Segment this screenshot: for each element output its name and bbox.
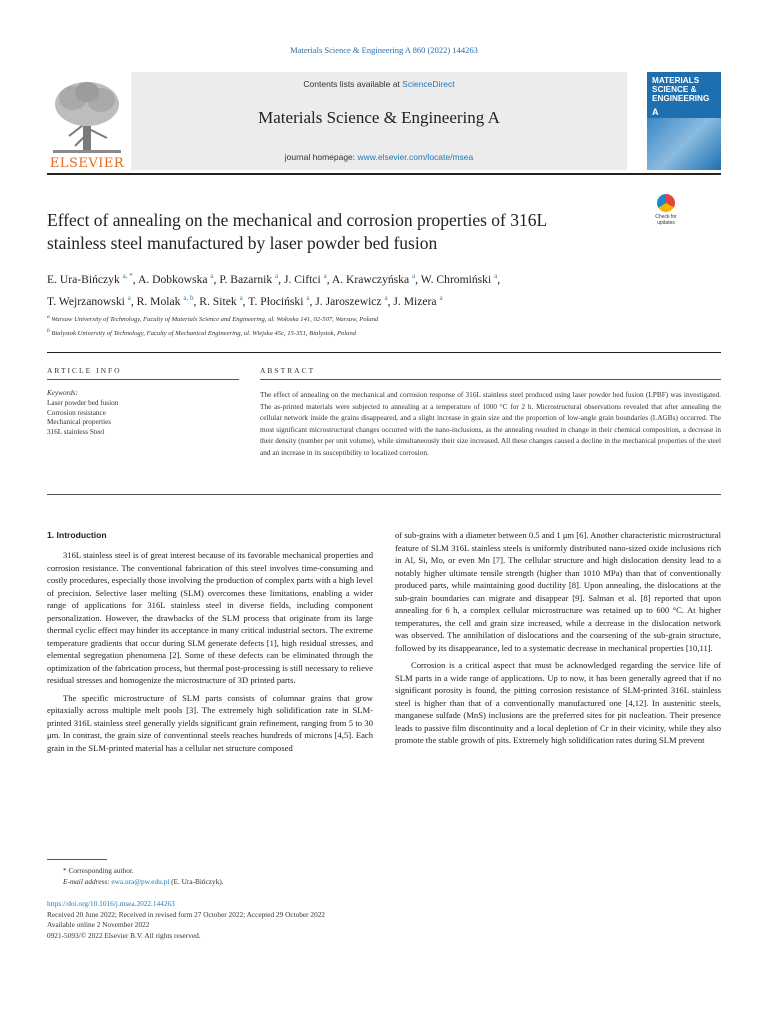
keyword-item[interactable]: Laser powder bed fusion xyxy=(47,398,119,407)
masthead-band xyxy=(131,72,627,170)
corresponding-mark: * xyxy=(63,866,67,875)
author-name[interactable]: A. Krawczyńska xyxy=(331,272,410,286)
author-name[interactable]: W. Chromiński xyxy=(420,272,492,286)
abstract-text: The effect of annealing on the mechanical and corrosion response of 316L stainless steel produced using laser powder bed fusion (LPBF) was investigated. The as-printed materials were subjected to annealing at a temperature of 1000 °C for 2 h. Microstructural observations revealed that after annealing the cellular network inside the grains disappeared, and a slight increase in grain size and the proportion of low-angle grain boundaries (LAGBs) occurred. The most significant microstructural changes occurred with the nano-inclusions, as the annealing resulted in change in their chemical composition, a decrease in their density (number per unit volume), while simultaneously their size increased. All these changes caused a decline in the mechanical properties of the steel and an increase in its susceptibility to localized corrosion. xyxy=(260,390,721,457)
author-affiliation-mark[interactable]: a xyxy=(306,293,310,302)
email-label: E-mail address: xyxy=(63,876,110,886)
journal-citation[interactable]: Materials Science & Engineering A 860 (2022) 144263 xyxy=(290,45,478,55)
author-affiliation-mark[interactable]: a xyxy=(210,272,214,280)
author-name[interactable]: J. Mizera xyxy=(393,294,437,308)
article-info-rule xyxy=(47,379,239,380)
elsevier-logo[interactable] xyxy=(47,78,127,172)
body-paragraph: The specific microstructure of SLM parts consists of columnar grains that grow epitaxially across multiple melt pools [3]. The extremely high solidification rate in SLM-printed 316L stainless steel generally yields significant grain refinement, ranging from 5 to 30 μm. In contrast, the grain size of conventional steels reaches hundreds of microns [4,5]. Each grain in the SLM-printed material has a cellular net structure composed xyxy=(47,692,373,753)
elsevier-wordmark: ELSEVIER xyxy=(49,156,125,171)
sciencedirect-link[interactable]: ScienceDirect xyxy=(402,79,455,89)
title-rule xyxy=(47,352,721,353)
homepage-line xyxy=(131,152,627,162)
author-affiliation-mark[interactable]: a xyxy=(275,272,279,280)
header-rule xyxy=(47,173,721,175)
affiliation-mark: b xyxy=(47,327,50,334)
author[interactable] xyxy=(284,273,327,286)
body-paragraph: 316L stainless steel is of great interest because of its favorable mechanical properties and corrosion resistance. The conventional fabrication of this steel involves time-consuming and costly procedures, especially those involving the production of complex parts with a high level of precision. Selective laser melting (SLM) overcomes these limitations, enabling a wider range of applications for 316L stainless steel in diverse fields, including component personalization. However, the drawbacks of the SLM process that originate from its large thermal cyclic effect may hinder its acceptance in many critical industrial sectors. The extreme temperature gradients that occur during SLM generate defects [1], high residual stresses, and elemental segregation phenomena [2]. Some of these defects can be eliminated through the optimization of the fabrication process, but thermal post-processing is still necessary to relieve residual stresses and homogenize the microstructure of 3D printed parts. xyxy=(47,550,374,685)
author-name[interactable]: P. Bazarnik xyxy=(219,272,273,286)
contents-prefix: Contents lists available at xyxy=(303,79,403,89)
author[interactable] xyxy=(332,273,415,286)
author[interactable] xyxy=(137,295,194,308)
section-heading-introduction: 1. Introduction xyxy=(47,530,107,540)
affiliation-text: Warsaw University of Technology, Faculty of Materials Science and Engineering, ul. Wołoska 141, 02-507, Warsaw, Poland xyxy=(51,316,379,324)
journal-masthead xyxy=(47,72,627,170)
author[interactable] xyxy=(47,273,133,286)
elsevier-tree-icon xyxy=(47,78,127,156)
author[interactable] xyxy=(199,295,242,308)
author-affiliation-mark[interactable]: a xyxy=(127,293,131,302)
author-name[interactable]: J. Ciftci xyxy=(283,272,321,286)
affiliation-mark: a xyxy=(47,314,50,320)
author[interactable] xyxy=(138,273,214,286)
corresponding-author-note xyxy=(47,866,447,877)
email-link[interactable]: ewa.ura@pw.edu.pl xyxy=(111,876,170,886)
author[interactable] xyxy=(315,295,387,308)
corresponding-label: Corresponding author. xyxy=(68,866,134,875)
body-paragraph: Corrosion is a critical aspect that must be acknowledged regarding the service life of SLM parts in a wide range of applications. Up to now, it has been generally agreed that if no significant porosity is found, the pitting corrosion resistance of SLM-printed 316L stainless steel is higher than that of a conventionally manufactured one [4,12]. In austenitic steels, manganese sulfade (MnS) inclusions are the preferred sites for pit nucleation. Their presence leads to passive film discontinuity and a local depletion of Cr in their vicinity, while they also promote the stable growth of pits. Extremely high solidification rates during SLM prevent xyxy=(395,660,721,745)
footnote-rule xyxy=(47,859,107,860)
author-affiliation-mark[interactable]: a, * xyxy=(122,272,133,280)
journal-title: Materials Science & Engineering A xyxy=(258,108,500,127)
author-affiliation-mark[interactable]: a xyxy=(494,272,498,280)
article-info-heading: ARTICLE INFO xyxy=(47,366,122,375)
affiliation xyxy=(47,326,687,340)
contents-line xyxy=(131,79,627,89)
received-dates: Received 20 June 2022; Received in revised form 27 October 2022; Accepted 29 October 2022 xyxy=(47,909,326,919)
abstract-rule xyxy=(260,379,721,380)
author[interactable] xyxy=(47,295,131,308)
publication-info xyxy=(47,899,547,941)
author-name[interactable]: T. Wejrzanowski xyxy=(47,294,125,308)
footnotes xyxy=(47,866,447,887)
body-column-right xyxy=(395,529,721,747)
keywords-label: Keywords: xyxy=(47,389,78,397)
author-affiliation-mark[interactable]: a xyxy=(384,293,388,302)
cover-letter: A xyxy=(652,107,659,117)
affiliations xyxy=(47,312,687,339)
author[interactable] xyxy=(421,273,497,286)
copyright: 0921-5093/© 2022 Elsevier B.V. All rights reserved. xyxy=(47,930,201,940)
author[interactable] xyxy=(393,295,442,308)
author-name[interactable]: E. Ura-Bińczyk xyxy=(47,272,120,286)
author-name[interactable]: A. Dobkowska xyxy=(137,272,208,286)
author-affiliation-mark[interactable]: a xyxy=(239,293,243,302)
keyword-item[interactable]: Corrosion resistance xyxy=(47,408,106,417)
keyword-item[interactable]: 316L stainless Steel xyxy=(47,428,105,437)
body-column-left xyxy=(47,549,373,754)
journal-homepage-link[interactable]: www.elsevier.com/locate/msea xyxy=(357,152,474,162)
doi-link[interactable]: https://doi.org/10.1016/j.msea.2022.144263 xyxy=(47,899,175,908)
author[interactable] xyxy=(248,295,309,308)
author-name[interactable]: R. Sitek xyxy=(199,294,237,308)
author-list: E. Ura-Bińczyk $^{a, *}$, A. Dobkowska $^a$, P. Bazarnik $^a$, J. Ciftci $^a$, A. Krawczyńska $^a$, W. Chromiński $^a$, T. Wejrzanowski $^a$, R. Molak $^{a, b}$, R. Sitek $^a$, T. Płociński $^a$, J. Jaroszewicz $^a$, J. Mizera $^a$ xyxy=(47,272,501,308)
email-note xyxy=(47,877,447,888)
cover-title: MATERIALS SCIENCE & ENGINEERING xyxy=(652,76,710,103)
affiliation-text: Bialystok University of Technology, Faculty of Mechanical Engineering, ul. Wiejska 45c, 15-351, Bialystok, Poland xyxy=(51,329,357,337)
abstract-heading: ABSTRACT xyxy=(260,366,316,375)
abstract-bottom-rule xyxy=(47,494,721,495)
author-affiliation-mark[interactable]: a, b xyxy=(183,293,194,302)
author-name[interactable]: J. Jaroszewicz xyxy=(315,294,382,308)
author[interactable] xyxy=(219,273,278,286)
check-updates-label: Check for updates xyxy=(655,214,677,226)
author-affiliation-mark[interactable]: a xyxy=(439,293,443,302)
article-title: Effect of annealing on the mechanical and corrosion properties of 316L stainless steel manufactured by laser powder bed fusion xyxy=(47,210,547,253)
email-suffix: (E. Ura-Bińczyk). xyxy=(171,876,224,886)
check-updates-icon xyxy=(657,194,675,212)
homepage-prefix: journal homepage: xyxy=(284,152,358,162)
keywords-block xyxy=(47,389,242,438)
author-affiliation-mark[interactable]: a xyxy=(323,272,327,280)
author-affiliation-mark[interactable]: a xyxy=(412,272,416,280)
available-online: Available online 2 November 2022 xyxy=(47,920,150,929)
cover-image xyxy=(647,118,721,170)
author-name[interactable]: R. Molak xyxy=(136,294,181,308)
body-paragraph: of sub-grains with a diameter between 0.5 and 1 μm [6]. Another characteristic microstructural feature of SLM 316L stainless steels is uniformly distributed nano-sized oxide inclusions rich in Al, Si, Mo, or even Mn [7]. The cellular structure and high dislocation density lead to a notably higher ultimate tensile strength (higher than 1010 MPa) than that of conventionally produced parts, while maintaining good ductility [8]. Upon annealing, the dislocations at the sub-grain boundaries can migrate and disappear [9]. Salman et al. [8] reported that upon annealing for 6 h, a complex cellular microstructure was retained up to 600 °C. At higher temperatures, the cell and grain size increased, while a decrease in the dislocation network was observed. The annihilation of dislocations and the coarsening of the sub-grain structure, followed by its disappearance, led to a systematic decrease in mechanical properties [10,11]. xyxy=(395,530,721,653)
author-name[interactable]: T. Płociński xyxy=(248,294,304,308)
check-for-updates-badge[interactable] xyxy=(649,194,681,234)
journal-cover-thumbnail[interactable] xyxy=(647,72,721,170)
affiliation xyxy=(47,312,687,326)
keyword-item[interactable]: Mechanical properties xyxy=(47,418,112,427)
